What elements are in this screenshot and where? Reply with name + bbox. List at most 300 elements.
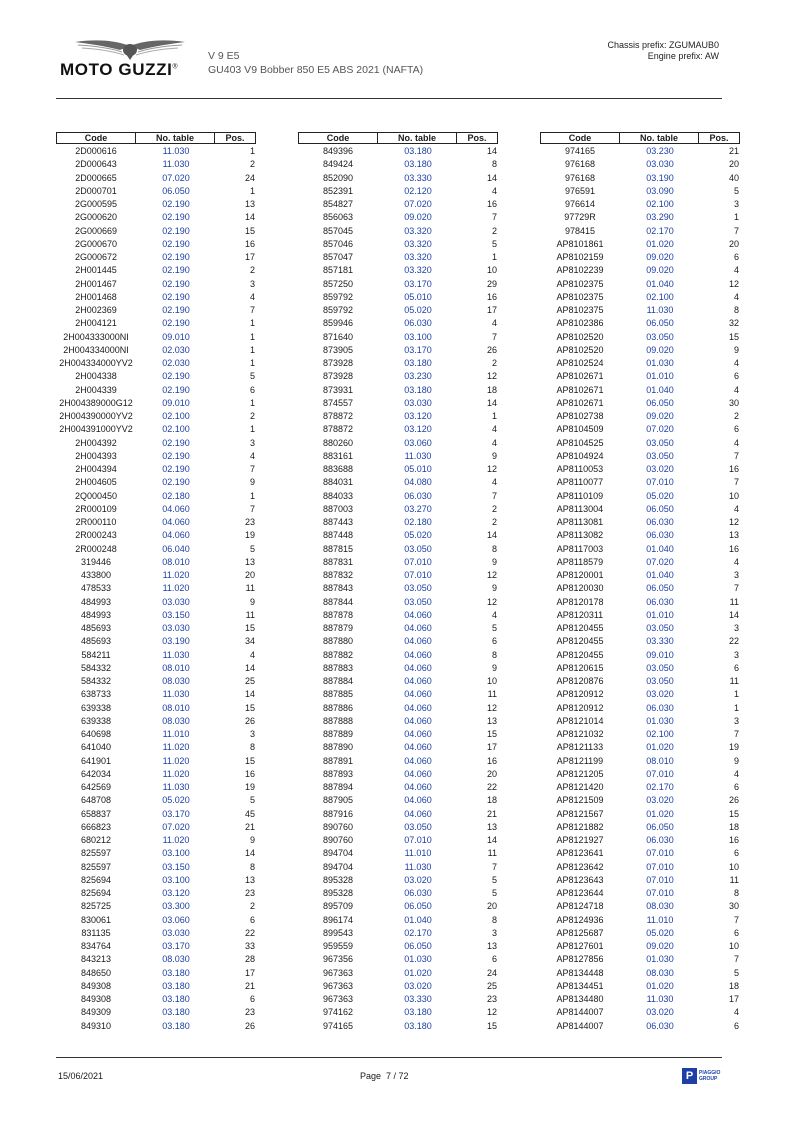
table-number-link[interactable]: 04.060 (404, 729, 432, 739)
code-cell: AP8121509 (556, 795, 604, 806)
table-number-link[interactable]: 05.010 (404, 464, 432, 474)
code-cell: AP8102671 (556, 397, 604, 408)
table-number-link[interactable]: 03.020 (646, 1007, 674, 1018)
table-number-link[interactable]: 03.050 (646, 676, 674, 686)
table-number-link[interactable]: 06.050 (404, 901, 432, 912)
table-number-link[interactable]: 07.010 (646, 477, 674, 488)
table-number-link[interactable]: 09.010 (162, 397, 190, 408)
code-cell: 2H004334000NI (63, 344, 129, 355)
table-row (56, 900, 258, 913)
table-number-link[interactable]: 06.050 (646, 397, 674, 408)
table-number-link[interactable]: 02.190 (162, 318, 190, 329)
table-number-link[interactable]: 11.010 (162, 729, 190, 739)
table-row (56, 463, 258, 476)
table-number-link[interactable]: 03.050 (646, 437, 674, 448)
position-cell: 14 (244, 689, 255, 700)
table-number-link[interactable]: 07.020 (162, 821, 190, 832)
position-cell: 6 (733, 848, 739, 859)
table-number-link[interactable]: 04.060 (162, 517, 190, 527)
table-number-link[interactable]: 11.030 (162, 146, 190, 156)
table-number-link[interactable]: 03.030 (162, 927, 190, 938)
code-cell: AP8102520 (556, 331, 604, 342)
table-row (298, 582, 500, 595)
table-number-link[interactable]: 01.030 (646, 954, 674, 965)
code-cell: AP8127856 (556, 954, 604, 965)
table-number-link[interactable]: 03.180 (162, 1007, 190, 1018)
table-row (298, 768, 500, 781)
table-number-link[interactable]: 03.300 (162, 901, 190, 912)
table-number-link[interactable]: 03.290 (646, 212, 674, 223)
table-number-link[interactable]: 09.020 (646, 941, 674, 951)
table-number-link[interactable]: 03.100 (162, 848, 190, 859)
table-number-link[interactable]: 06.030 (646, 530, 674, 541)
table-number-link[interactable]: 07.010 (646, 768, 674, 779)
table-number-link[interactable]: 07.020 (162, 172, 190, 183)
table-number-link[interactable]: 03.180 (404, 1007, 432, 1018)
table-row (56, 278, 258, 291)
table-number-link[interactable]: 01.020 (646, 238, 674, 249)
table-number-link[interactable]: 03.320 (404, 265, 432, 276)
table-number-link[interactable]: 02.100 (646, 199, 674, 209)
position-cell: 17 (486, 305, 497, 315)
table-row (56, 291, 258, 304)
table-number-link[interactable]: 07.010 (404, 556, 432, 567)
table-number-link[interactable]: 03.150 (162, 861, 190, 872)
table-number-link[interactable]: 02.170 (646, 782, 674, 792)
table-number-link[interactable]: 03.020 (404, 980, 432, 991)
table-number-link[interactable]: 03.230 (646, 146, 674, 156)
table-number-link[interactable]: 02.190 (162, 384, 190, 395)
table-number-link[interactable]: 06.050 (646, 583, 674, 594)
code-cell: 974165 (322, 1020, 354, 1031)
table-number-link[interactable]: 02.190 (162, 371, 190, 382)
table-number-link[interactable]: 03.100 (404, 331, 432, 342)
table-number-link[interactable]: 05.020 (646, 927, 674, 938)
table-row (56, 834, 258, 847)
table-number-link[interactable]: 04.060 (404, 742, 432, 753)
table-row (540, 476, 742, 489)
table-number-link[interactable]: 11.030 (646, 305, 674, 315)
table-number-link[interactable]: 03.030 (162, 623, 190, 633)
code-cell: AP8121205 (556, 768, 604, 779)
table-number-link[interactable]: 06.030 (646, 835, 674, 845)
table-number-link[interactable]: 08.030 (646, 901, 674, 912)
table-row (540, 317, 742, 330)
position-cell: 12 (486, 596, 497, 607)
position-cell: 18 (728, 980, 739, 991)
table-number-link[interactable]: 08.010 (162, 662, 190, 673)
table-row (540, 437, 742, 450)
table-number-link[interactable]: 05.020 (162, 795, 190, 806)
table-number-link[interactable]: 08.030 (162, 954, 190, 965)
code-cell: 880260 (322, 437, 354, 448)
table-number-link[interactable]: 03.230 (404, 371, 432, 382)
table-number-link[interactable]: 06.050 (646, 821, 674, 832)
table-number-link[interactable]: 07.010 (646, 861, 674, 872)
table-number-link[interactable]: 11.020 (162, 755, 190, 766)
table-number-link[interactable]: 09.020 (646, 411, 674, 421)
table-number-link[interactable]: 11.020 (162, 835, 190, 845)
table-number-link[interactable]: 04.060 (404, 795, 432, 806)
page-label: Page (360, 1071, 382, 1081)
table-number-link[interactable]: 06.030 (646, 1020, 674, 1031)
table-number-link[interactable]: 02.190 (162, 278, 190, 289)
table-number-link[interactable]: 04.080 (404, 477, 432, 488)
table-number-link[interactable]: 03.170 (404, 344, 432, 355)
table-row (56, 344, 258, 357)
table-row (540, 596, 742, 609)
code-cell: 887890 (322, 742, 354, 753)
table-number-link[interactable]: 03.320 (404, 238, 432, 249)
table-number-link[interactable]: 02.190 (162, 450, 190, 461)
table-row (56, 980, 258, 993)
position-cell: 13 (244, 874, 255, 885)
table-number-link[interactable]: 02.190 (162, 305, 190, 315)
table-number-link[interactable]: 02.120 (404, 185, 432, 196)
table-row (540, 344, 742, 357)
table-number-link[interactable]: 03.050 (404, 821, 432, 832)
table-number-link[interactable]: 11.020 (162, 742, 190, 753)
table-row (56, 543, 258, 556)
table-number-link[interactable]: 03.320 (404, 225, 432, 236)
position-cell: 9 (249, 477, 255, 488)
position-cell: 3 (733, 199, 739, 209)
table-number-link[interactable]: 11.030 (162, 649, 190, 660)
table-row (298, 1020, 500, 1033)
table-number-link[interactable]: 07.010 (646, 874, 674, 885)
table-number-link[interactable]: 08.010 (162, 702, 190, 713)
position-cell: 14 (244, 848, 255, 859)
position-cell: 16 (728, 543, 739, 554)
position-cell: 19 (244, 530, 255, 541)
table-number-link[interactable]: 11.030 (646, 994, 674, 1004)
table-number-link[interactable]: 03.020 (646, 689, 674, 700)
table-number-link[interactable]: 03.170 (162, 808, 190, 819)
table-number-link[interactable]: 02.190 (162, 225, 190, 236)
table-number-link[interactable]: 02.190 (162, 464, 190, 474)
code-cell: AP8121882 (556, 821, 604, 832)
table-number-link[interactable]: 01.030 (404, 954, 432, 965)
table-number-link[interactable]: 03.180 (404, 159, 432, 170)
table-number-link[interactable]: 03.060 (162, 914, 190, 925)
code-cell: 878872 (322, 424, 354, 435)
table-number-link[interactable]: 06.040 (162, 543, 190, 554)
table-number-link[interactable]: 07.010 (404, 570, 432, 580)
model-name: V 9 E5 (208, 50, 240, 62)
position-cell: 1 (249, 358, 255, 368)
table-row (56, 662, 258, 675)
table-number-link[interactable]: 07.020 (646, 424, 674, 435)
table-number-link[interactable]: 03.170 (162, 941, 190, 951)
table-row (298, 569, 500, 582)
table-number-link[interactable]: 01.010 (646, 371, 674, 382)
table-number-link[interactable]: 11.030 (162, 782, 190, 792)
table-number-link[interactable]: 04.060 (162, 503, 190, 514)
table-number-link[interactable]: 02.190 (162, 199, 190, 209)
table-number-link[interactable]: 03.150 (162, 609, 190, 620)
table-number-link[interactable]: 03.170 (404, 278, 432, 289)
table-number-link[interactable]: 02.190 (162, 212, 190, 223)
table-number-link[interactable]: 11.020 (162, 583, 190, 594)
table-number-link[interactable]: 04.060 (404, 782, 432, 792)
table-number-link[interactable]: 02.180 (404, 517, 432, 527)
position-cell: 2 (249, 411, 255, 421)
table-row (298, 953, 500, 966)
table-number-link[interactable]: 03.060 (404, 437, 432, 448)
table-number-link[interactable]: 01.020 (646, 808, 674, 819)
table-number-link[interactable]: 02.190 (162, 437, 190, 448)
table-row (540, 781, 742, 794)
table-number-link[interactable]: 04.060 (404, 689, 432, 700)
table-number-link[interactable]: 08.030 (646, 967, 674, 978)
position-cell: 4 (249, 291, 255, 302)
position-cell: 1 (491, 252, 497, 262)
table-number-link[interactable]: 03.180 (404, 1020, 432, 1031)
code-cell: 2H004390000YV2 (59, 411, 133, 421)
table-number-link[interactable]: 03.180 (162, 967, 190, 978)
table-number-link[interactable]: 06.050 (646, 503, 674, 514)
table-number-link[interactable]: 02.190 (162, 252, 190, 262)
table-number-link[interactable]: 04.060 (404, 623, 432, 633)
code-cell: 857046 (322, 238, 354, 249)
code-cell: AP8124936 (556, 914, 604, 925)
table-number-link[interactable]: 06.050 (404, 941, 432, 951)
table-number-link[interactable]: 03.100 (162, 874, 190, 885)
table-number-link[interactable]: 01.040 (646, 543, 674, 554)
position-cell: 7 (733, 729, 739, 739)
table-number-link[interactable]: 11.010 (404, 848, 432, 859)
table-row (298, 1006, 500, 1019)
table-number-link[interactable]: 05.020 (646, 490, 674, 501)
table-number-link[interactable]: 05.020 (404, 305, 432, 315)
table-row (540, 847, 742, 860)
code-cell: 857250 (322, 278, 354, 289)
table-number-link[interactable]: 03.320 (404, 252, 432, 262)
table-number-link[interactable]: 11.030 (162, 159, 190, 170)
table-number-link[interactable]: 02.190 (162, 477, 190, 488)
table-number-link[interactable]: 03.050 (646, 331, 674, 342)
table-number-link[interactable]: 02.170 (646, 225, 674, 236)
table-number-link[interactable]: 01.010 (646, 609, 674, 620)
table-number-link[interactable]: 04.060 (404, 715, 432, 726)
table-number-link[interactable]: 02.180 (162, 490, 190, 501)
table-number-link[interactable]: 01.030 (646, 358, 674, 368)
table-number-link[interactable]: 11.030 (162, 689, 190, 700)
table-number-link[interactable]: 03.020 (404, 874, 432, 885)
table-number-link[interactable]: 01.040 (646, 570, 674, 580)
table-number-link[interactable]: 01.020 (646, 742, 674, 753)
table-number-link[interactable]: 03.020 (646, 795, 674, 806)
table-row (56, 914, 258, 927)
table-number-link[interactable]: 03.050 (404, 543, 432, 554)
table-number-link[interactable]: 06.030 (404, 888, 432, 898)
table-number-link[interactable]: 03.120 (404, 424, 432, 435)
table-number-link[interactable]: 11.020 (162, 570, 190, 580)
table-number-link[interactable]: 08.030 (162, 715, 190, 726)
code-cell: AP8113081 (556, 517, 604, 527)
table-number-link[interactable]: 02.030 (162, 358, 190, 368)
table-row (298, 437, 500, 450)
table-row (298, 291, 500, 304)
table-number-link[interactable]: 09.020 (646, 265, 674, 276)
table-row (298, 251, 500, 264)
table-number-link[interactable]: 03.050 (646, 662, 674, 673)
table-number-link[interactable]: 01.030 (646, 715, 674, 726)
table-row (56, 1020, 258, 1033)
table-number-link[interactable]: 11.020 (162, 768, 190, 779)
position-cell: 8 (491, 649, 497, 660)
table-number-link[interactable]: 05.010 (404, 291, 432, 302)
table-number-link[interactable]: 04.060 (404, 755, 432, 766)
code-cell: 959559 (322, 941, 354, 951)
table-number-link[interactable]: 03.050 (646, 450, 674, 461)
table-number-link[interactable]: 03.020 (646, 464, 674, 474)
table-row (540, 980, 742, 993)
table-number-link[interactable]: 03.050 (404, 596, 432, 607)
table-number-link[interactable]: 01.040 (404, 914, 432, 925)
position-cell: 21 (486, 808, 497, 819)
table-number-link[interactable]: 07.010 (646, 848, 674, 859)
table-number-link[interactable]: 04.060 (162, 530, 190, 541)
table-number-link[interactable]: 03.120 (404, 411, 432, 421)
code-cell: 642034 (80, 768, 112, 779)
table-number-link[interactable]: 02.170 (404, 927, 432, 938)
table-number-link[interactable]: 02.100 (646, 291, 674, 302)
table-row (540, 1006, 742, 1019)
code-cell: 666823 (80, 821, 112, 832)
position-cell: 25 (486, 980, 497, 991)
table-row (540, 529, 742, 542)
position-cell: 1 (249, 185, 255, 196)
table-number-link[interactable]: 03.330 (404, 994, 432, 1004)
table-number-link[interactable]: 04.060 (404, 676, 432, 686)
table-number-link[interactable]: 03.180 (404, 384, 432, 395)
table-number-link[interactable]: 07.010 (404, 835, 432, 845)
table-number-link[interactable]: 08.030 (162, 676, 190, 686)
table-number-link[interactable]: 04.060 (404, 636, 432, 647)
table-number-link[interactable]: 02.190 (162, 265, 190, 276)
table-number-link[interactable]: 06.030 (646, 702, 674, 713)
code-cell: 887879 (322, 623, 354, 633)
table-number-link[interactable]: 03.180 (404, 358, 432, 368)
code-cell: AP8121567 (556, 808, 604, 819)
table-row (540, 543, 742, 556)
table-number-link[interactable]: 02.190 (162, 291, 190, 302)
table-number-link[interactable]: 03.330 (646, 636, 674, 647)
table-number-link[interactable]: 01.040 (646, 384, 674, 395)
table-number-link[interactable]: 03.180 (162, 980, 190, 991)
table-number-link[interactable]: 04.060 (404, 808, 432, 819)
table-number-link[interactable]: 07.010 (646, 888, 674, 898)
table-number-link[interactable]: 03.030 (404, 397, 432, 408)
table-row (56, 145, 258, 158)
table-number-link[interactable]: 03.190 (646, 172, 674, 183)
table-number-link[interactable]: 01.020 (404, 967, 432, 978)
table-number-link[interactable]: 04.060 (404, 768, 432, 779)
table-number-link[interactable]: 03.180 (404, 146, 432, 156)
table-number-link[interactable]: 04.060 (404, 649, 432, 660)
table-number-link[interactable]: 03.330 (404, 172, 432, 183)
table-number-link[interactable]: 07.020 (646, 556, 674, 567)
position-cell: 20 (244, 570, 255, 580)
code-cell: AP8120455 (556, 623, 604, 633)
table-number-link[interactable]: 09.020 (646, 344, 674, 355)
table-number-link[interactable]: 03.030 (162, 596, 190, 607)
table-number-link[interactable]: 03.270 (404, 503, 432, 514)
table-number-link[interactable]: 09.010 (162, 331, 190, 342)
table-number-link[interactable]: 11.030 (404, 450, 432, 461)
code-cell: 887882 (322, 649, 354, 660)
table-number-link[interactable]: 02.100 (162, 424, 190, 435)
table-number-link[interactable]: 02.100 (162, 411, 190, 421)
table-row (298, 728, 500, 741)
table-row (540, 768, 742, 781)
position-cell: 3 (733, 715, 739, 726)
code-cell: 895709 (322, 901, 354, 912)
code-cell: 2H001467 (75, 278, 117, 289)
code-cell: 852391 (322, 185, 354, 196)
table-number-link[interactable]: 02.030 (162, 344, 190, 355)
code-cell: 887448 (322, 530, 354, 541)
table-number-link[interactable]: 09.020 (404, 212, 432, 223)
table-number-link[interactable]: 06.050 (162, 185, 190, 196)
table-number-link[interactable]: 05.020 (404, 530, 432, 541)
table-number-link[interactable]: 02.190 (162, 238, 190, 249)
table-number-link[interactable]: 01.040 (646, 278, 674, 289)
table-number-link[interactable]: 06.030 (646, 517, 674, 527)
table-number-link[interactable]: 08.010 (162, 556, 190, 567)
table-row (56, 317, 258, 330)
code-cell: 895328 (322, 888, 354, 898)
code-cell: 887894 (322, 782, 354, 792)
position-cell: 33 (244, 941, 255, 951)
table-number-link[interactable]: 03.090 (646, 185, 674, 196)
table-row (298, 423, 500, 436)
footer-date: 15/06/2021 (58, 1071, 104, 1081)
table-number-link[interactable]: 09.020 (646, 252, 674, 262)
table-number-link[interactable]: 03.120 (162, 888, 190, 898)
code-cell: 887880 (322, 636, 354, 647)
table-number-link[interactable]: 03.050 (646, 623, 674, 633)
table-number-link[interactable]: 08.010 (646, 755, 674, 766)
table-number-link[interactable]: 01.020 (646, 980, 674, 991)
position-cell: 4 (733, 358, 739, 368)
table-number-link[interactable]: 09.010 (646, 649, 674, 660)
table-number-link[interactable]: 04.060 (404, 702, 432, 713)
table-number-link[interactable]: 06.030 (404, 490, 432, 501)
table-number-link[interactable]: 03.050 (404, 583, 432, 594)
code-cell: 978415 (564, 225, 596, 236)
code-cell: AP8121014 (556, 715, 604, 726)
table-row (540, 861, 742, 874)
table-number-link[interactable]: 03.180 (162, 994, 190, 1004)
table-number-link[interactable]: 02.100 (646, 729, 674, 739)
table-number-link[interactable]: 06.030 (646, 596, 674, 607)
table-number-link[interactable]: 07.020 (404, 199, 432, 209)
table-number-link[interactable]: 04.060 (404, 662, 432, 673)
table-number-link[interactable]: 11.030 (404, 861, 432, 872)
table-number-link[interactable]: 03.190 (162, 636, 190, 647)
table-number-link[interactable]: 04.060 (404, 609, 432, 620)
table-number-link[interactable]: 06.050 (646, 318, 674, 329)
table-number-link[interactable]: 06.030 (404, 318, 432, 329)
code-cell: 895328 (322, 874, 354, 885)
table-number-link[interactable]: 11.010 (646, 914, 674, 925)
position-cell: 22 (728, 636, 739, 647)
position-cell: 26 (244, 715, 255, 726)
table-number-link[interactable]: 03.180 (162, 1020, 190, 1031)
table-number-link[interactable]: 03.030 (646, 159, 674, 170)
